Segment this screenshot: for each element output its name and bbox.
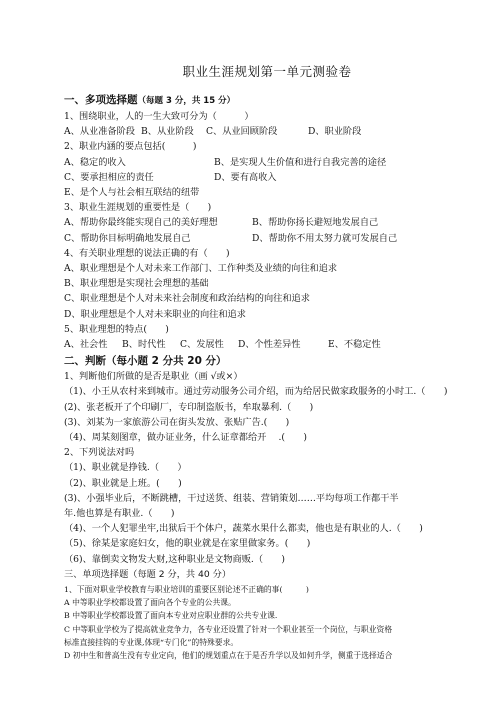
option: C、要承担相应的责任 [64,171,154,183]
option: C、职业理想是个人对未来社会制度和政治结构的向往和追求 [64,293,310,305]
option: B、时代性 [122,339,166,351]
option-row [64,337,470,352]
option: B、帮助你扬长避短地发展自己 [252,217,379,229]
option-line: 标准直接挂钩的专业课,体现“专门化”的特殊要求。 [64,637,239,647]
judgement-item: （1)、职业就是挣钱.（ ） [64,462,187,474]
judgement-item: 年.他也算是有职业.（ ) [64,508,175,520]
question-stem: 1、下面对职业学校教育与职业培训的重要区别论述不正确的事( ) [64,584,309,594]
question-stem: 3、职业生涯规划的重要性是（ ) [64,202,212,214]
option: A、社会性 [64,339,108,351]
option: B、是实现人生价值和进行自我完善的途径 [214,156,387,168]
option: D、要有高收入 [214,171,277,183]
section-2-heading: 二、判断（每小题 2 分共 20 分） [64,355,227,368]
option: A、从业准备阶段 [64,126,135,138]
question-stem: 2、下列说法对吗 [64,447,135,459]
option: A、帮助你最终能实现自己的美好理想 [64,217,218,229]
section-1-heading [64,92,470,109]
section-1-note: （每题 3 分，共 15 分） [137,96,236,106]
section-1-title: 一、多项选择题 [64,94,138,106]
judgement-item: (3)、小强毕业后，不断跳槽，干过送货、组装、营销策划……平均每项工作都干半 [64,492,399,504]
option-line: B 中等职业学校都设置了面向本专业对应职业群的公共专业课. [64,611,278,621]
option-line: A 中等职业学校都设置了面向各个专业的公共课。 [64,598,236,608]
judgement-item: (2)、张老板开了个印刷厂，专印制盗版书，牟取暴利.（ ) [64,401,314,413]
judgement-item: （5)、徐某是家庭妇女，他的职业就是在家里做家务。( ) [64,538,311,550]
section-3-heading: 三、单项选择题（每题 2 分，共 40 分） [64,568,232,580]
option: E、是个人与社会相互联结的纽带 [64,187,200,199]
judgement-item: （6)、靠倒卖文物发大财,这种职业是文物商贩.（ ) [64,553,285,565]
option: B、职业理想是实现社会理想的基础 [64,278,209,290]
option: D、帮助你不用太努力就可发展自己 [252,232,398,244]
option-line: D 初中生和普高生没有专业定向，他们的规划重点在于是否升学以及如何升学，侧重于选择适合 [64,650,393,660]
judgement-item: （4)、一个人犯罪坐牢,出狱后干个体户，蔬菜水果什么都卖，他也是有职业的人.（ ) [64,523,423,535]
judgement-item: (3)、刘某为一家旅游公司在街头发放、张贴广告.( ) [64,416,290,428]
option: B、从业阶段 [141,126,194,138]
question-stem: 1、判断他们所做的是否是职业（画 √或×） [64,371,243,383]
option-grid [64,155,470,185]
question-stem: 5、职业理想的特点( ) [64,323,169,335]
option-row [64,124,470,139]
option: D、职业理想是个人对未来职业的向往和追求 [64,308,246,320]
option: C、从业回顾阶段 [206,126,278,138]
option-grid [64,215,470,245]
option: C、发展性 [180,339,224,351]
question-stem: 1、围绕职业，人的一生大致可分为（ ） [64,111,254,122]
question-stem: 4、有关职业理想的说法正确的有（ ) [64,247,230,259]
option: A、稳定的收入 [64,156,126,168]
option: D、职业阶段 [308,126,362,138]
judgement-item: （4)、周某刻图章，做办证业务，什么证章都给开 .( ) [64,432,307,444]
option: A、职业理想是个人对未来工作部门、工作种类及业绩的向往和追求 [64,263,338,275]
option: E、不稳定性 [328,339,381,351]
question-stem: 2、职业内涵的要点包括( ) [64,141,197,153]
judgement-item: （1)、小王从农村来到城市。通过劳动服务公司介绍，而为给居民做家政服务的小时工.（ ) [64,386,448,398]
judgement-item: （2)、职业就是上班。( ) [64,477,182,489]
option: D、个性差异性 [238,339,301,351]
page-title: 职业生涯规划第一单元测验卷 [182,64,352,79]
option-line: C 中等职业学校为了提高就业竞争力，各专业还设置了针对一个职业甚至一个岗位，与职业资格 [64,624,393,634]
option: C、帮助你目标明确地发展自己 [64,232,191,244]
